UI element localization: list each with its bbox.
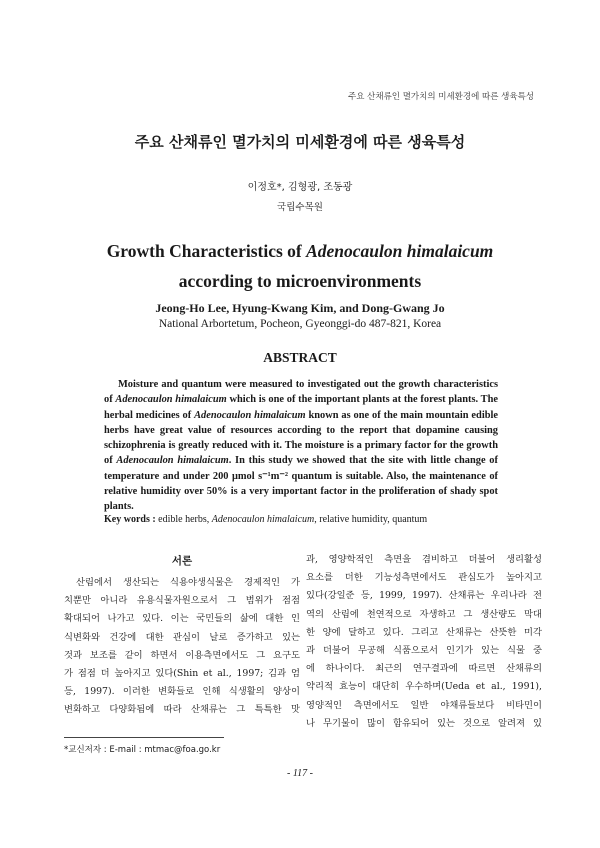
page-number: - 117 - bbox=[287, 768, 313, 779]
intro-right-column bbox=[306, 551, 542, 733]
intro-right-line: 에 하나이다. 최근의 연구결과에 따르면 산채류의 bbox=[306, 663, 542, 675]
corresponding-author-footnote: *교신저자 : E-mail : mtmac@foa.go.kr bbox=[64, 745, 221, 755]
intro-left-line: 변화하고 다양화됨에 따라 산채류는 그 특특한 맛 bbox=[64, 704, 300, 716]
abstract-species-2: Adenocaulon himalaicum bbox=[194, 409, 306, 421]
running-header: 주요 산채류인 멸가치의 미세환경에 따른 생육특성 bbox=[348, 92, 534, 102]
english-title-species: Adenocaulon himalaicum bbox=[306, 241, 494, 261]
english-title-line2: according to microenvironments bbox=[178, 271, 422, 291]
intro-right-line: 역의 산림에 천연적으로 자생하고 그 생산량도 막대 bbox=[306, 608, 542, 620]
intro-left-line: 식변화와 건강에 대한 관심이 날로 증가하고 있는 bbox=[64, 631, 300, 643]
korean-authors: 이정호*, 김형광, 조동광 bbox=[247, 182, 353, 193]
intro-left-line: 것과 보조를 같이 하면서 이용측면에서도 그 요구도 bbox=[64, 649, 300, 661]
abstract-species-3: Adenocaulon himalaicum bbox=[116, 455, 229, 467]
footnote-divider bbox=[64, 737, 224, 738]
intro-left-column bbox=[64, 574, 300, 720]
keywords bbox=[104, 514, 504, 525]
english-authors: Jeong-Ho Lee, Hyung-Kwang Kim, and Dong-Gwang Jo bbox=[155, 301, 445, 315]
abstract-body bbox=[104, 377, 498, 515]
english-title-prefix: Growth Characteristics of bbox=[106, 241, 307, 261]
intro-right-line: 나 무기물이 많이 함유되어 있는 것으로 알려져 있 bbox=[306, 717, 542, 729]
abstract-species-1: Adenocaulon himalaicum bbox=[115, 394, 227, 406]
korean-title: 주요 산채류인 멸가치의 미세환경에 따른 생육특성 bbox=[134, 133, 466, 151]
english-title bbox=[0, 236, 600, 296]
intro-left-line: 등, 1997). 이러한 변화들로 인해 식생활의 양상이 bbox=[64, 686, 300, 698]
abstract-text-2: which is one of the important plants at the forest plants. The herbal medicines of bbox=[104, 394, 498, 421]
intro-right-line: 과 더불어 무공해 식품으로서 인기가 있는 식물 중 bbox=[306, 644, 542, 656]
intro-left-line: 산림에서 생산되는 식용야생식물은 경제적인 가 bbox=[76, 577, 300, 588]
intro-left-line: 치뿐만 아니라 유용식물자원으로서 그 범위가 점점 bbox=[64, 595, 300, 607]
keywords-before: edible herbs, bbox=[155, 514, 212, 525]
abstract-text-3: known as one of the main mountain edible herbs have great value of resources according to the report that dopamine causing schizophrenia is greatly reduced with it. The moisture is a primary factor for the growth of bbox=[104, 409, 498, 467]
intro-right-line: 약리적 효능이 대단히 우수하며(Ueda et al., 1991), bbox=[306, 681, 542, 693]
intro-left-line: 가 점점 더 높아지고 있다(Shin et al., 1997; 김과 엄 bbox=[64, 667, 300, 679]
korean-affiliation: 국립수목원 bbox=[277, 202, 323, 213]
intro-right-line: 영양적인 측면에서도 일반 야채류들보다 비타민이 bbox=[306, 699, 542, 711]
intro-left-line: 확대되어 나가고 있다. 이는 국민들의 삶에 대한 인 bbox=[64, 613, 300, 625]
intro-right-line: 과, 영양학적인 측면을 겸비하고 더불어 생리활성 bbox=[306, 554, 542, 565]
intro-heading: 서론 bbox=[171, 555, 193, 567]
keywords-after: , relative humidity, quantum bbox=[314, 514, 428, 525]
keywords-species: Adenocaulon himalaicum bbox=[211, 514, 315, 525]
abstract-heading: ABSTRACT bbox=[263, 350, 337, 365]
intro-right-line: 한 양에 달하고 있다. 그리고 산채류는 산뜻한 미각 bbox=[306, 626, 542, 638]
abstract-text-4: . In this study we showed that the site with little change of temperature and under 200 μmol s⁻¹m⁻² quantum is suitable. Also, the maintenance of relative humidity over 50% is a very important factor in the proliferation of shady spot plants. bbox=[104, 455, 498, 513]
intro-right-line: 있다(강일준 등, 1999, 1997). 산채류는 우리나라 전 bbox=[306, 590, 542, 602]
keywords-label: Key words : bbox=[104, 514, 156, 525]
english-affiliation: National Arbortetum, Pocheon, Gyeonggi-do 487-821, Korea bbox=[158, 318, 442, 330]
abstract-text-1: Moisture and quantum were measured to investigated out the growth characteristics of bbox=[104, 379, 498, 406]
intro-right-line: 요소를 더한 기능성측면에서도 관심도가 높아지고 bbox=[306, 572, 542, 584]
